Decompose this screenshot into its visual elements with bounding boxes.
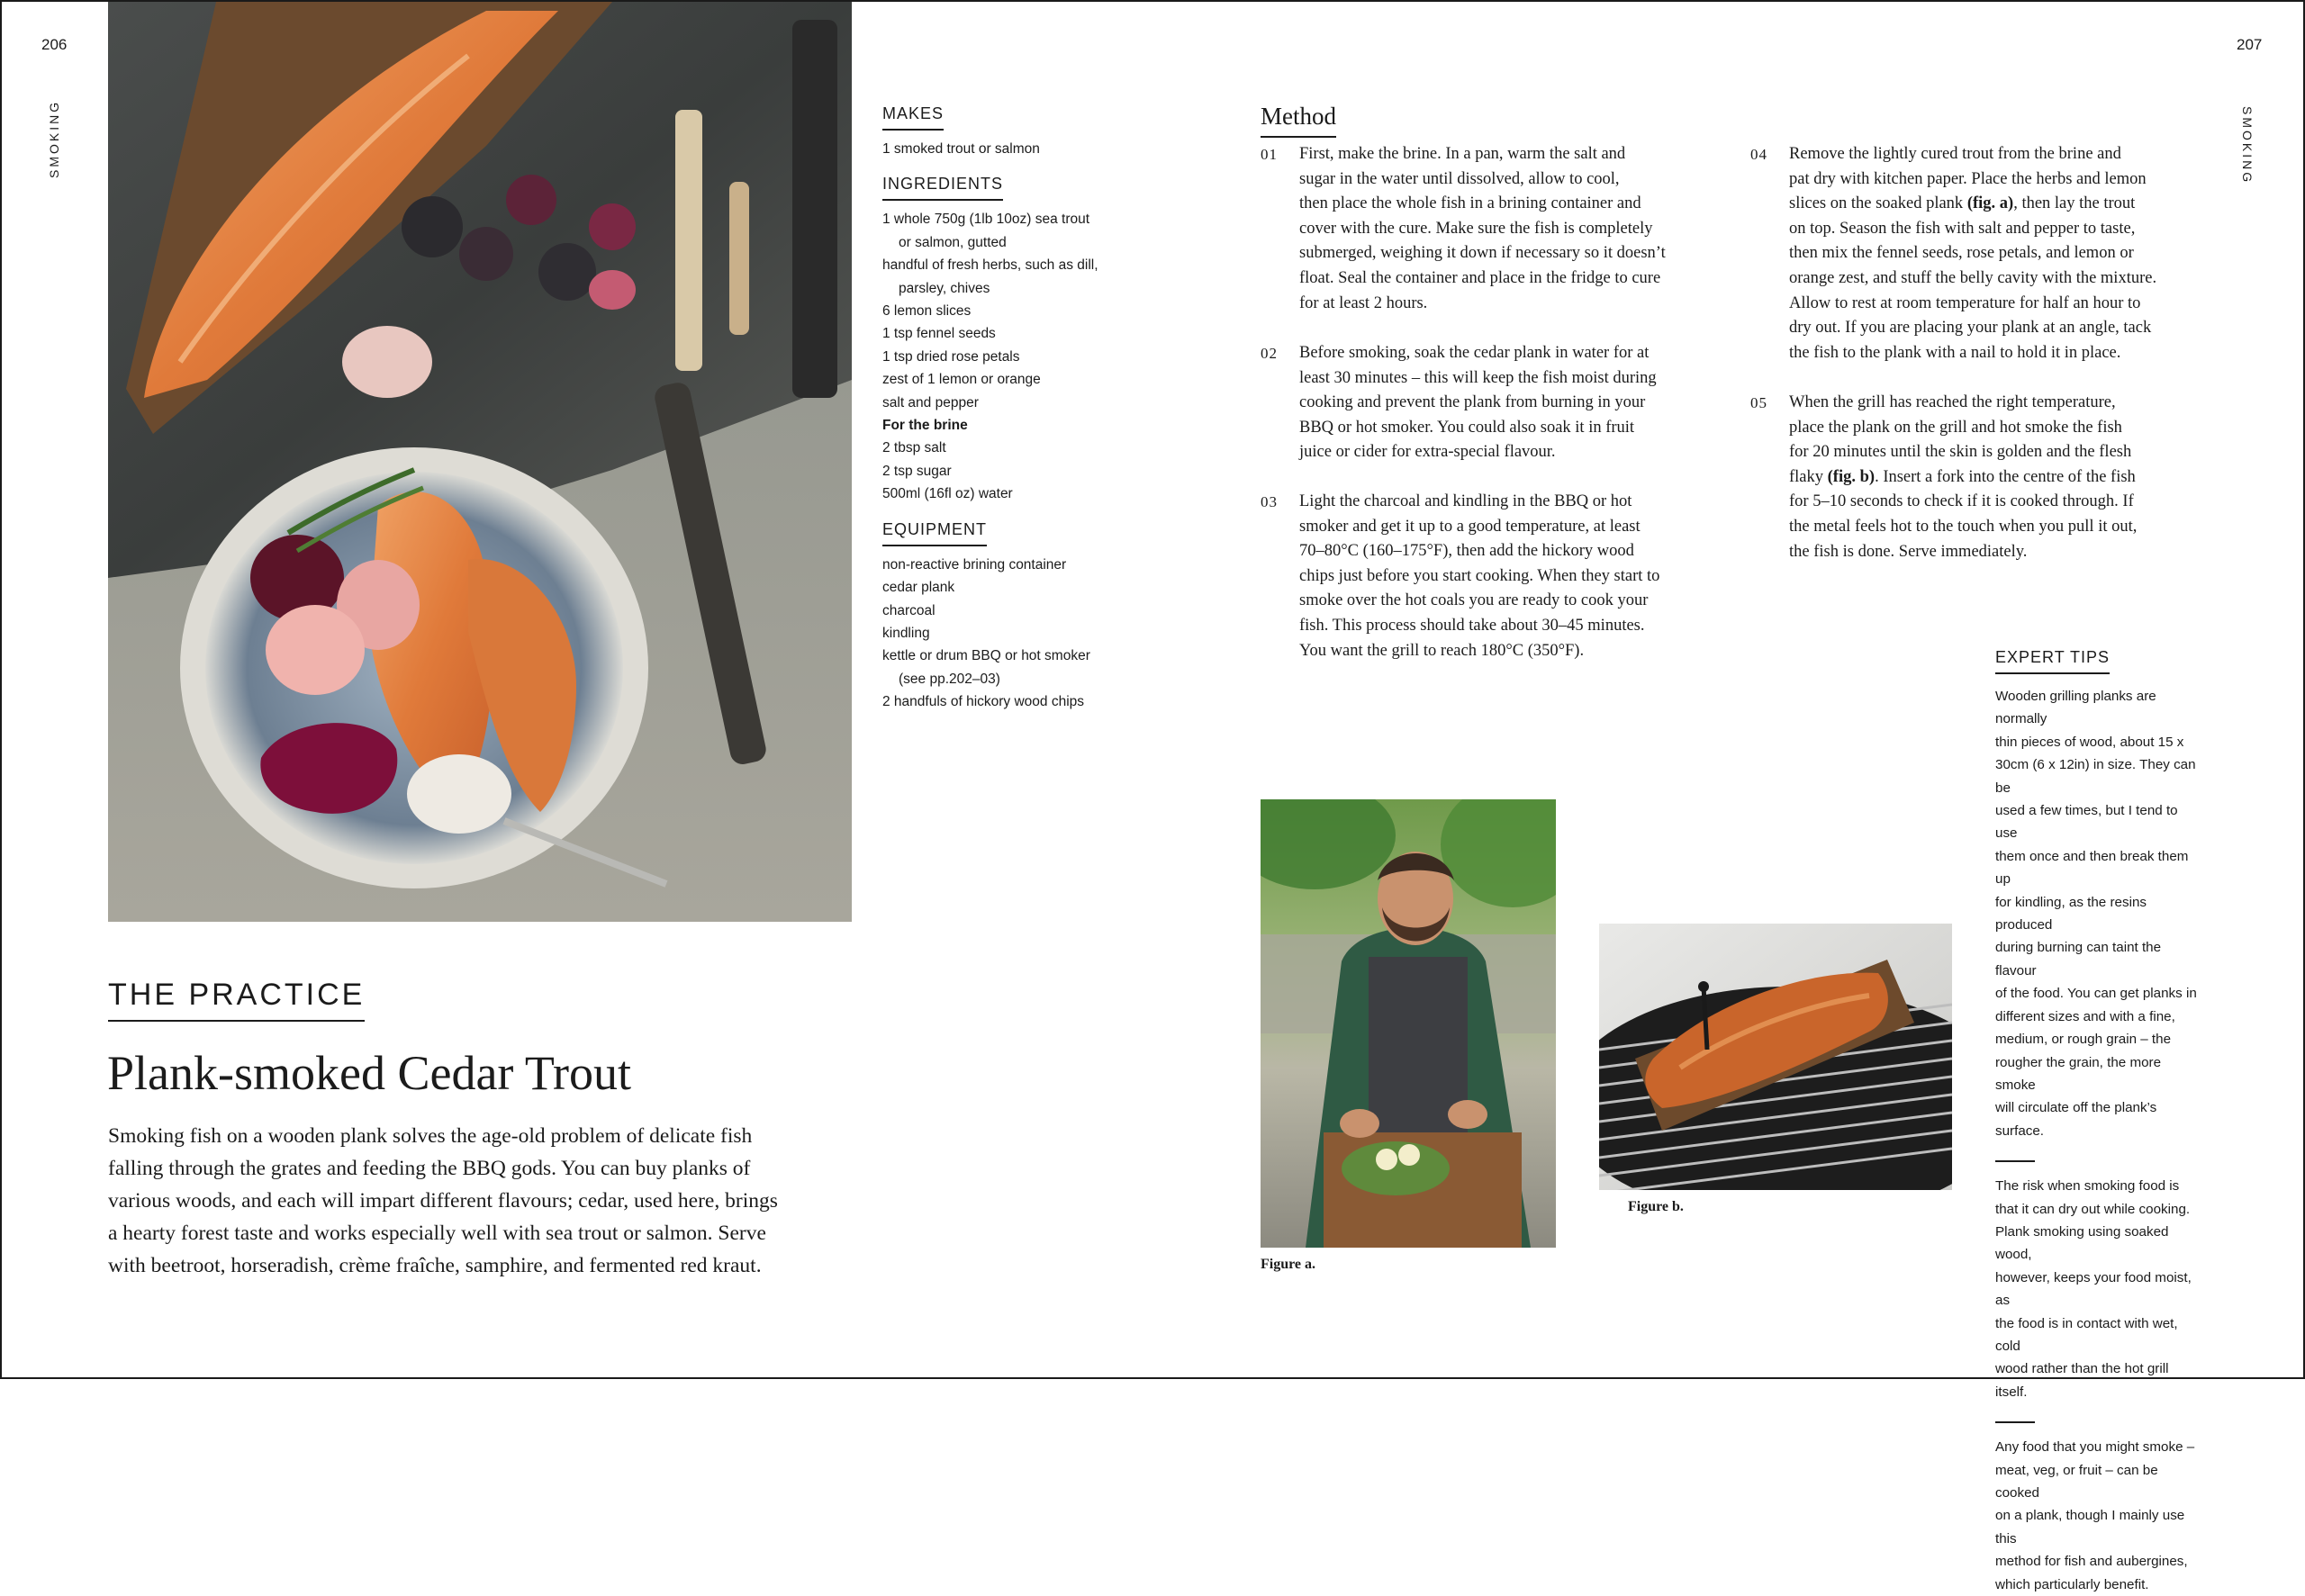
page-number-right: 207 <box>2237 36 2263 53</box>
makes-heading: MAKES <box>882 104 944 131</box>
step-line: fish. This process should take about 30–45 minutes. <box>1299 616 1645 635</box>
step-number: 04 <box>1750 146 1767 163</box>
step-line <box>1789 465 2201 491</box>
intro-line: falling through the grates and feeding the BBQ gods. You can buy planks of <box>108 1157 751 1180</box>
step-line: the fish to the plank with a nail to hold it in place. <box>1789 343 2121 362</box>
expert-tips-heading: EXPERT TIPS <box>1995 648 2110 674</box>
tip-divider <box>1995 1160 2035 1162</box>
figure-b-reference: (fig. b) <box>1827 467 1876 486</box>
tip-line: method for fish and aubergines, <box>1995 1554 2188 1570</box>
tip-line: them once and then break them up <box>1995 848 2189 888</box>
figure-a-photo-chef <box>1261 799 1556 1248</box>
step-line: pat dry with kitchen paper. Place the herbs and lemon <box>1789 169 2147 188</box>
expert-tips <box>1995 648 2199 1596</box>
step-line: juice or cider for extra-special flavour. <box>1299 443 1556 462</box>
tip-line: different sizes and with a fine, <box>1995 1008 2175 1024</box>
ingredient-item: 6 lemon slices <box>882 303 972 320</box>
ingredient-item: 1 whole 750g (1lb 10oz) sea trout <box>882 212 1090 228</box>
method-heading: Method <box>1261 103 1336 138</box>
tip-line: Plank smoking using soaked wood, <box>1995 1223 2169 1263</box>
step-line: 70–80°C (160–175°F), then add the hickory wood <box>1299 542 1634 561</box>
step-line: least 30 minutes – this will keep the fish moist during <box>1299 368 1657 387</box>
tip-line: Any food that you might smoke – <box>1995 1439 2195 1456</box>
section-label: THE PRACTICE <box>108 978 365 1022</box>
equipment-item: charcoal <box>882 602 936 618</box>
step-line: chips just before you start cooking. When they start to <box>1299 566 1660 585</box>
step-line: orange zest, and stuff the belly cavity with the mixture. <box>1789 268 2157 287</box>
method-step-04 <box>1750 142 2201 365</box>
step-line: place the plank on the grill and hot smoke the fish <box>1789 418 2122 437</box>
step-number: 03 <box>1261 493 1278 510</box>
recipe-intro <box>108 1120 846 1282</box>
step-line: the metal feels hot to the touch when you pull it out, <box>1789 517 2138 536</box>
ingredient-item: parsley, chives <box>899 280 990 296</box>
step-number: 02 <box>1261 345 1278 362</box>
running-head-left: SMOKING <box>47 99 61 178</box>
figure-a-caption: Figure a. <box>1261 1257 1316 1272</box>
tip-line: used a few times, but I tend to use <box>1995 803 2178 842</box>
step-line: cooking and prevent the plank from burning in your <box>1299 393 1646 412</box>
ingredients-heading: INGREDIENTS <box>882 175 1003 201</box>
step-text: slices on the soaked plank <box>1789 194 1964 213</box>
step-line: float. Seal the container and place in the fridge to cure <box>1299 268 1661 287</box>
step-line: then mix the fennel seeds, rose petals, and lemon or <box>1789 244 2134 263</box>
expert-tip-3 <box>1995 1436 2199 1596</box>
equipment-item: (see pp.202–03) <box>899 671 1000 687</box>
step-line: Allow to rest at room temperature for half an hour to <box>1789 293 2141 312</box>
step-line: When the grill has reached the right temperature, <box>1789 393 2116 411</box>
recipe-title: Plank-smoked Cedar Trout <box>107 1046 632 1100</box>
step-line: BBQ or hot smoker. You could also soak it in fruit <box>1299 418 1635 437</box>
step-text: . Insert a fork into the centre of the fish <box>1875 467 2136 486</box>
tip-line: however, keeps your food moist, as <box>1995 1269 2192 1309</box>
step-line: Remove the lightly cured trout from the brine and <box>1789 145 2121 163</box>
expert-tip-1 <box>1995 685 2199 1142</box>
step-line: for 20 minutes until the skin is golden and the flesh <box>1789 443 2132 462</box>
intro-line: Smoking fish on a wooden plank solves the age-old problem of delicate fish <box>108 1124 753 1148</box>
method-step-01 <box>1261 142 1711 316</box>
method-step-02 <box>1261 341 1711 465</box>
tip-line: for kindling, as the resins produced <box>1995 894 2147 933</box>
step-line: cover with the cure. Make sure the fish is completely <box>1299 219 1653 238</box>
step-number: 05 <box>1750 394 1767 411</box>
hero-photo-smoked-trout <box>108 2 852 922</box>
tip-line: rougher the grain, the more smoke <box>1995 1054 2162 1093</box>
running-head-right: SMOKING <box>2240 106 2255 185</box>
equipment-list <box>882 554 1107 714</box>
step-line: submerged, weighing it down if necessary so it doesn’t <box>1299 244 1666 263</box>
step-line: the fish is done. Serve immediately. <box>1789 542 2028 561</box>
step-line: for 5–10 seconds to check if it is cooked through. If <box>1789 492 2134 511</box>
step-line: for at least 2 hours. <box>1299 293 1428 312</box>
tip-line: the food is in contact with wet, cold <box>1995 1315 2178 1354</box>
step-line: Before smoking, soak the cedar plank in water for at <box>1299 344 1650 362</box>
method-step-03 <box>1261 490 1711 663</box>
tip-line: medium, or rough grain – the <box>1995 1032 2172 1048</box>
makes-text: 1 smoked trout or salmon <box>882 141 1040 157</box>
step-text: , then lay the trout <box>2013 194 2136 213</box>
figure-b-photo-grill <box>1599 924 1952 1190</box>
intro-line: with beetroot, horseradish, crème fraîche, samphire, and fermented red kraut. <box>108 1254 762 1277</box>
step-line <box>1789 192 2201 217</box>
tip-line: during burning can taint the flavour <box>1995 940 2162 978</box>
step-line: smoker and get it up to a good temperature, at least <box>1299 517 1641 536</box>
tip-line: of the food. You can get planks in <box>1995 986 2197 1002</box>
ingredient-item: handful of fresh herbs, such as dill, <box>882 257 1098 274</box>
brine-subheading: For the brine <box>882 418 968 434</box>
figure-b-caption: Figure b. <box>1628 1199 1684 1214</box>
equipment-item: kindling <box>882 625 930 641</box>
tip-line: The risk when smoking food is <box>1995 1178 2180 1195</box>
tip-line: thin pieces of wood, about 15 x <box>1995 734 2184 750</box>
ingredient-item: salt and pepper <box>882 394 979 410</box>
equipment-item: cedar plank <box>882 580 955 596</box>
step-line: First, make the brine. In a pan, warm the salt and <box>1299 145 1626 163</box>
tip-line: will circulate off the plank’s surface. <box>1995 1100 2157 1139</box>
page-number-left: 206 <box>41 36 68 53</box>
equipment-item: non-reactive brining container <box>882 556 1067 573</box>
expert-tip-2 <box>1995 1175 2199 1403</box>
figure-a-reference: (fig. a) <box>1966 194 2014 213</box>
ingredients-list <box>882 208 1107 505</box>
ingredient-item: 1 tsp fennel seeds <box>882 326 996 342</box>
tip-line: that it can dry out while cooking. <box>1995 1201 2191 1217</box>
tip-line: Wooden grilling planks are normally <box>1995 689 2156 727</box>
equipment-item: kettle or drum BBQ or hot smoker <box>882 648 1090 664</box>
equipment-item: 2 handfuls of hickory wood chips <box>882 694 1085 710</box>
step-line: then place the whole fish in a brining container and <box>1299 194 1641 213</box>
intro-line: a hearty forest taste and works especially well with sea trout or salmon. Serve <box>108 1222 766 1245</box>
step-number: 01 <box>1261 146 1278 163</box>
ingredients-column <box>882 104 1107 714</box>
step-line: sugar in the water until dissolved, allow to cool, <box>1299 169 1620 188</box>
step-line: dry out. If you are placing your plank at an angle, tack <box>1789 319 2152 338</box>
ingredient-item: 1 tsp dried rose petals <box>882 348 1020 365</box>
method-step-05 <box>1750 391 2201 564</box>
ingredient-item: zest of 1 lemon or orange <box>882 372 1041 388</box>
tip-line: 30cm (6 x 12in) in size. They can be <box>1995 757 2196 796</box>
ingredient-item: 2 tsp sugar <box>882 463 952 479</box>
ingredient-item: or salmon, gutted <box>899 234 1007 250</box>
tip-line: wood rather than the hot grill itself. <box>1995 1361 2169 1400</box>
tip-divider <box>1995 1421 2035 1423</box>
tip-line: on a plank, though I mainly use this <box>1995 1508 2185 1546</box>
step-line: Light the charcoal and kindling in the BBQ or hot <box>1299 492 1632 510</box>
tip-line: which particularly benefit. <box>1995 1576 2149 1592</box>
tip-line: meat, veg, or fruit – can be cooked <box>1995 1462 2158 1501</box>
step-text: flaky <box>1789 467 1824 486</box>
ingredient-item: 2 tbsp salt <box>882 440 946 456</box>
step-line: smoke over the hot coals you are ready to cook your <box>1299 591 1649 610</box>
intro-line: various woods, and each will impart different flavours; cedar, used here, brings <box>108 1189 778 1213</box>
step-line: You want the grill to reach 180°C (350°F). <box>1299 641 1585 660</box>
step-line: on top. Season the fish with salt and pepper to taste, <box>1789 219 2136 238</box>
equipment-heading: EQUIPMENT <box>882 520 987 546</box>
ingredient-item: 500ml (16fl oz) water <box>882 486 1013 502</box>
